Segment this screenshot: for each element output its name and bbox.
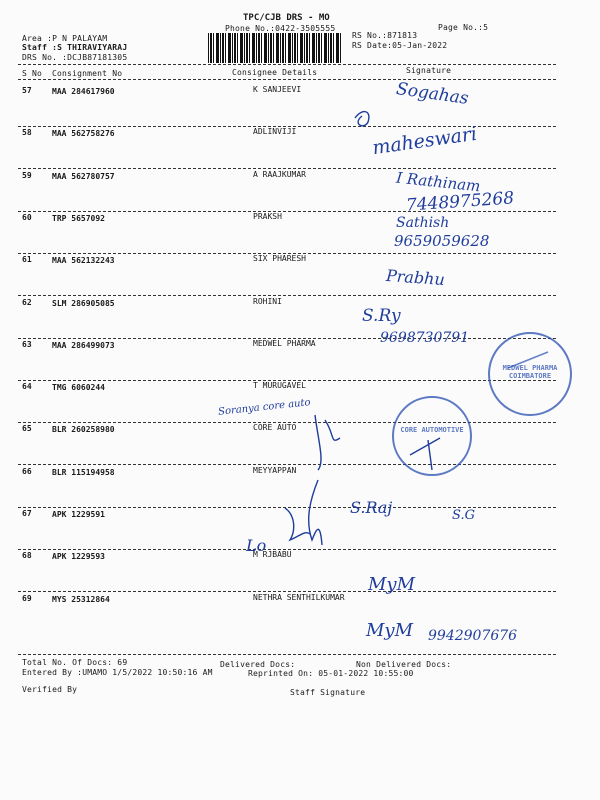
scribble-57 xyxy=(355,112,369,126)
document-title: TPC/CJB DRS - MO xyxy=(243,13,330,23)
signature-58: maheswari xyxy=(370,122,479,160)
core-auto-stamp xyxy=(392,396,472,476)
row-consignment: TMG 6060244 xyxy=(52,383,105,392)
row-sno: 59 xyxy=(22,171,32,180)
signature-69-phone: 9942907676 xyxy=(428,628,518,644)
row-sno: 69 xyxy=(22,594,32,603)
row-consignee: NETHRA SENTHILKUMAR xyxy=(253,593,345,602)
row-consignee: ROHINI xyxy=(253,297,282,306)
row-consignee: ADLINVIJI xyxy=(253,127,297,136)
signature-62-phone: 9698730791 xyxy=(380,330,470,346)
signature-62-name: S.Ry xyxy=(362,306,401,326)
row-consignment: MAA 562758276 xyxy=(52,129,115,138)
signature-66: S.Raj xyxy=(350,498,393,517)
row-consignment: BLR 260258980 xyxy=(52,425,115,434)
row-consignment: APK 1229591 xyxy=(52,510,105,519)
signature-60-name: Sathish xyxy=(396,215,450,231)
signature-66-initials: S.G xyxy=(452,508,475,523)
medwel-stamp xyxy=(488,332,572,416)
row-consignee: MEDWEL PHARMA xyxy=(253,339,316,348)
core-auto-stamp-text: CORE AUTOMOTIVE xyxy=(400,426,464,434)
signature-67: Lo xyxy=(246,536,267,555)
signature-61: Prabhu xyxy=(385,265,446,290)
row-sno: 65 xyxy=(22,424,32,433)
row-sno: 58 xyxy=(22,128,32,137)
staff-label: Staff :S THIRAVIYARAJ xyxy=(22,43,128,52)
delivered-docs: Delivered Docs: xyxy=(220,660,296,669)
signature-59-phone: 7448975268 xyxy=(405,188,515,216)
row-consignment: SLM 286905085 xyxy=(52,299,115,308)
entered-by: Entered By :UMAMO 1/5/2022 10:50:16 AM xyxy=(22,668,213,677)
row-consignee: MEYYAPPAN xyxy=(253,466,297,475)
row-sno: 60 xyxy=(22,213,32,222)
row-consignee: K SANJEEVI xyxy=(253,85,302,94)
medwel-stamp-text: MEDWEL PHARMA COIMBATORE xyxy=(502,364,558,380)
page-number: Page No.:5 xyxy=(438,23,489,32)
signature-69: MyM xyxy=(366,620,414,641)
row-consignment: MAA 562132243 xyxy=(52,256,115,265)
row-consignee: CORE AUTO xyxy=(253,423,297,432)
col-signature-header: Signature xyxy=(406,66,452,75)
signature-57: Sogahas xyxy=(394,79,470,109)
col-consignee-header: Consignee Details xyxy=(232,68,318,77)
row-consignee: SIX PHARESH xyxy=(253,254,306,263)
row-sno: 61 xyxy=(22,255,32,264)
row-consignee: T MURUGAVEL xyxy=(253,381,306,390)
reprinted-on: Reprinted On: 05-01-2022 10:55:00 xyxy=(248,669,414,678)
col-consignment-header: Consignment No xyxy=(52,69,123,78)
row-consignment: BLR 115194958 xyxy=(52,468,115,477)
phone-number: Phone No.:0422-3505555 xyxy=(225,24,336,33)
signature-64: Soranya core auto xyxy=(217,397,312,418)
row-consignee: PRAKSH xyxy=(253,212,282,221)
rs-number: RS No.:871813 xyxy=(352,31,418,40)
total-docs: Total No. Of Docs: 69 xyxy=(22,658,128,667)
row-sno: 64 xyxy=(22,382,32,391)
row-sno: 57 xyxy=(22,86,32,95)
signature-60-phone: 9659059628 xyxy=(394,232,490,250)
area-label: Area :P N PALAYAM xyxy=(22,34,108,43)
row-sno: 62 xyxy=(22,298,32,307)
verified-by: Verified By xyxy=(22,685,78,694)
row-consignment: MAA 286499073 xyxy=(52,341,115,350)
col-sno-header: S No xyxy=(22,69,43,78)
signature-59-name: I Rathinam xyxy=(395,168,482,196)
row-sno: 68 xyxy=(22,551,32,560)
scribble-66 xyxy=(309,480,322,545)
divider xyxy=(18,654,556,655)
row-consignment: APK 1229593 xyxy=(52,552,105,561)
scribble-64 xyxy=(315,415,340,470)
row-consignment: MAA 562780757 xyxy=(52,172,115,181)
row-sno: 63 xyxy=(22,340,32,349)
row-consignee: A RAAJKUMAR xyxy=(253,170,306,179)
scribble-67 xyxy=(285,508,310,540)
signature-68: MyM xyxy=(368,574,416,595)
row-consignment: MYS 25312864 xyxy=(52,595,110,604)
rs-date: RS Date:05-Jan-2022 xyxy=(352,41,448,50)
row-sno: 66 xyxy=(22,467,32,476)
row-consignment: TRP 5657092 xyxy=(52,214,105,223)
non-delivered-docs: Non Delivered Docs: xyxy=(356,660,452,669)
row-sno: 67 xyxy=(22,509,32,518)
drs-number: DRS No. :DCJB87181305 xyxy=(22,53,128,62)
staff-signature: Staff Signature xyxy=(290,688,366,697)
row-consignee: M RJBABU xyxy=(253,550,292,559)
row-consignment: MAA 284617960 xyxy=(52,87,115,96)
